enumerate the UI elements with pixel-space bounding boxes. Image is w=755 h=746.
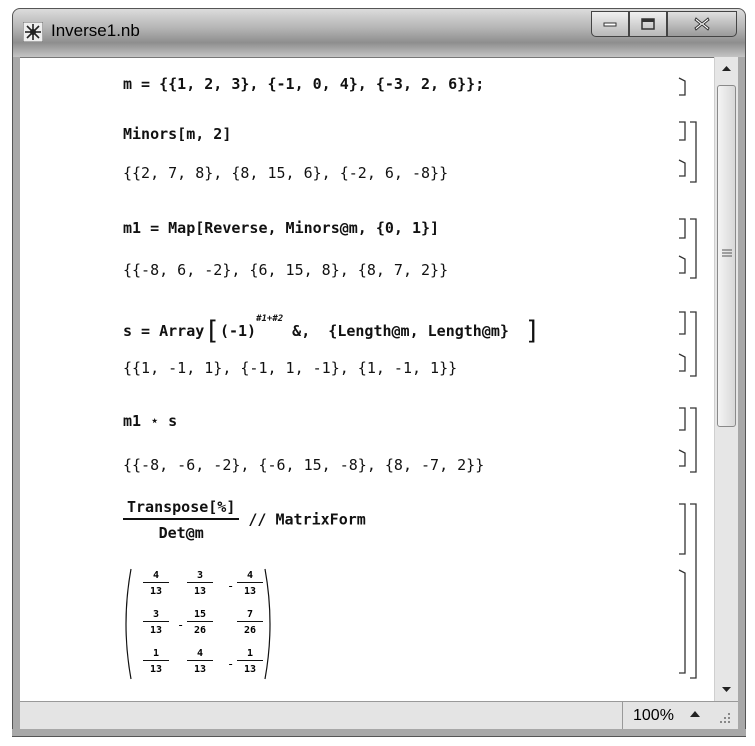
input-cell[interactable]	[123, 498, 366, 542]
power-exponent: #1+#2	[256, 314, 284, 324]
scroll-down-arrow-icon[interactable]	[715, 677, 738, 701]
matrix-entry-denominator: 26	[193, 625, 207, 636]
matrix-entry-denominator: 13	[149, 586, 163, 597]
matrix-entry	[187, 608, 213, 637]
output-cell[interactable]: {{1, -1, 1}, {-1, 1, -1}, {1, -1, 1}}	[123, 359, 458, 377]
input-cell[interactable]: m = {{1, 2, 3}, {-1, 0, 4}, {-3, 2, 6}};	[123, 75, 485, 93]
matrix-entry	[143, 569, 169, 598]
output-cell[interactable]: {{-8, 6, -2}, {6, 15, 8}, {8, 7, 2}}	[123, 261, 449, 279]
matrix-entry	[187, 647, 213, 676]
input-cell[interactable]: m1 ⋆ s	[123, 412, 178, 430]
matrix-entry-denominator: 26	[243, 625, 257, 636]
input-cell[interactable]	[123, 313, 541, 346]
maximize-button[interactable]	[629, 11, 667, 37]
matrix-entry-denominator: 13	[149, 664, 163, 675]
input-cell[interactable]: Minors[m, 2]	[123, 125, 232, 143]
notebook-content[interactable]	[20, 57, 714, 701]
zoom-level: 100%	[633, 707, 674, 724]
matrix-entry-numerator: 3	[143, 608, 169, 622]
array-args: &, {Length@m, Length@m}	[283, 322, 509, 340]
cell-brackets[interactable]	[670, 58, 714, 698]
status-bar	[20, 701, 738, 729]
matrix-entry-numerator: 1	[143, 647, 169, 661]
window-frame-right	[738, 57, 746, 731]
zoom-control[interactable]	[622, 702, 738, 729]
input-cell[interactable]: m1 = Map[Reverse, Minors@m, {0, 1}]	[123, 219, 440, 237]
matrix-entry	[237, 608, 263, 637]
close-bracket: ]	[508, 316, 541, 346]
mathematica-star-icon	[23, 22, 43, 42]
minimize-button[interactable]	[591, 11, 629, 37]
matrix-entry-numerator: 7	[237, 608, 263, 622]
window-title: Inverse1.nb	[51, 21, 140, 40]
window-frame-bottom	[12, 729, 746, 737]
postfix-matrixform: // MatrixForm	[248, 510, 366, 529]
matrix-entry	[143, 647, 169, 676]
matrix-entry-numerator: 1	[237, 647, 263, 661]
maximize-icon	[641, 18, 655, 30]
output-cell[interactable]: {{2, 7, 8}, {8, 15, 6}, {-2, 6, -8}}	[123, 164, 449, 182]
open-bracket: [	[204, 316, 220, 346]
matrix-entry-denominator: 13	[243, 664, 257, 675]
array-call: s = Array	[123, 322, 205, 340]
matrix-entry-denominator: 13	[243, 586, 257, 597]
matrix-entry-numerator: 4	[237, 569, 263, 583]
matrix-entry	[237, 647, 263, 676]
vertical-scrollbar[interactable]	[714, 57, 738, 701]
matrix-entry-denominator: 13	[149, 625, 163, 636]
scroll-thumb[interactable]	[717, 85, 736, 427]
matrix-entry-numerator: 4	[187, 647, 213, 661]
resize-grip-icon[interactable]	[719, 712, 731, 724]
close-icon	[694, 17, 710, 31]
title-bar[interactable]	[12, 8, 746, 58]
matrix-entry-sign: -	[227, 657, 235, 671]
scroll-grip-icon	[722, 249, 732, 259]
matrix-entry-denominator: 13	[193, 586, 207, 597]
matrix-entry	[143, 608, 169, 637]
output-cell[interactable]: {{-8, -6, -2}, {-6, 15, -8}, {8, -7, 2}}	[123, 456, 485, 474]
matrix-entry	[187, 569, 213, 598]
matrix-entry-denominator: 13	[193, 664, 207, 675]
matrix-entry-numerator: 15	[187, 608, 213, 622]
window-frame-left	[12, 57, 20, 731]
close-button[interactable]	[667, 11, 737, 37]
scroll-up-arrow-icon[interactable]	[715, 57, 738, 81]
matrix-entry-numerator: 3	[187, 569, 213, 583]
fraction	[123, 498, 239, 542]
power-base: (-1)	[219, 322, 257, 340]
zoom-up-arrow-icon[interactable]	[689, 709, 701, 719]
matrix-entry	[237, 569, 263, 598]
minimize-icon	[603, 21, 617, 27]
matrix-entry-sign: -	[177, 618, 185, 632]
matrix-entry-sign: -	[227, 579, 235, 593]
matrix-entry-numerator: 4	[143, 569, 169, 583]
fraction-numerator: Transpose[%]	[127, 498, 236, 516]
fraction-denominator: Det@m	[123, 518, 239, 542]
